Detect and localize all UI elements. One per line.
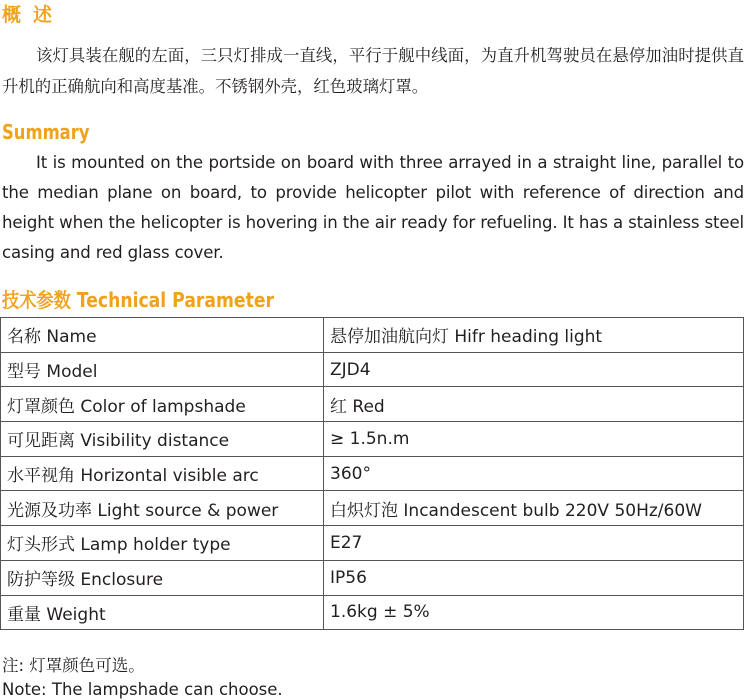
param-value: ZJD4: [324, 352, 744, 387]
table-row: [1, 595, 744, 630]
note-english: Note: The lampshade can choose.: [2, 680, 283, 699]
summary-paragraph: It is mounted on the portside on board with three arrayed in a straight line, parallel to the median plane on board, to provide helicopter pilot with reference of direction and height when the helicopter is hovering in the air ready for refueling. It has a stainless steel casing and red glass cover.: [2, 153, 744, 262]
overview-heading: 概述: [2, 4, 65, 26]
table-row: [1, 560, 744, 595]
param-value: 红 Red: [324, 387, 744, 422]
param-name: 型号 Model: [1, 352, 324, 387]
param-value: 1.6kg ± 5%: [324, 595, 744, 630]
param-name: 名称 Name: [1, 318, 324, 353]
param-value: 白炽灯泡 Incandescent bulb 220V 50Hz/60W: [324, 491, 744, 526]
technical-parameter-heading: 技术参数 Technical Parameter: [2, 288, 274, 312]
param-name: 水平视角 Horizontal visible arc: [1, 456, 324, 491]
table-row: [1, 526, 744, 561]
param-name: 防护等级 Enclosure: [1, 560, 324, 595]
table-row: [1, 318, 744, 353]
table-row: [1, 352, 744, 387]
param-name: 重量 Weight: [1, 595, 324, 630]
param-name: 灯罩颜色 Color of lampshade: [1, 387, 324, 422]
param-value: E27: [324, 526, 744, 561]
param-value: ≥ 1.5n.m: [324, 422, 744, 457]
note-chinese: 注: 灯罩颜色可选。: [2, 656, 145, 675]
param-value: 悬停加油航向灯 Hifr heading light: [324, 318, 744, 353]
param-value: IP56: [324, 560, 744, 595]
table-row: [1, 422, 744, 457]
param-name: 灯头形式 Lamp holder type: [1, 526, 324, 561]
table-row: [1, 387, 744, 422]
param-name: 可见距离 Visibility distance: [1, 422, 324, 457]
technical-parameter-table: [0, 317, 744, 630]
table-row: [1, 491, 744, 526]
param-name: 光源及功率 Light source & power: [1, 491, 324, 526]
table-row: [1, 456, 744, 491]
overview-paragraph: 该灯具装在舰的左面，三只灯排成一直线，平行于舰中线面，为直升机驾驶员在悬停加油时提供直升机的正确航向和高度基准。不锈钢外壳，红色玻璃灯罩。: [2, 46, 744, 96]
param-value: 360°: [324, 456, 744, 491]
summary-heading: Summary: [2, 120, 90, 144]
